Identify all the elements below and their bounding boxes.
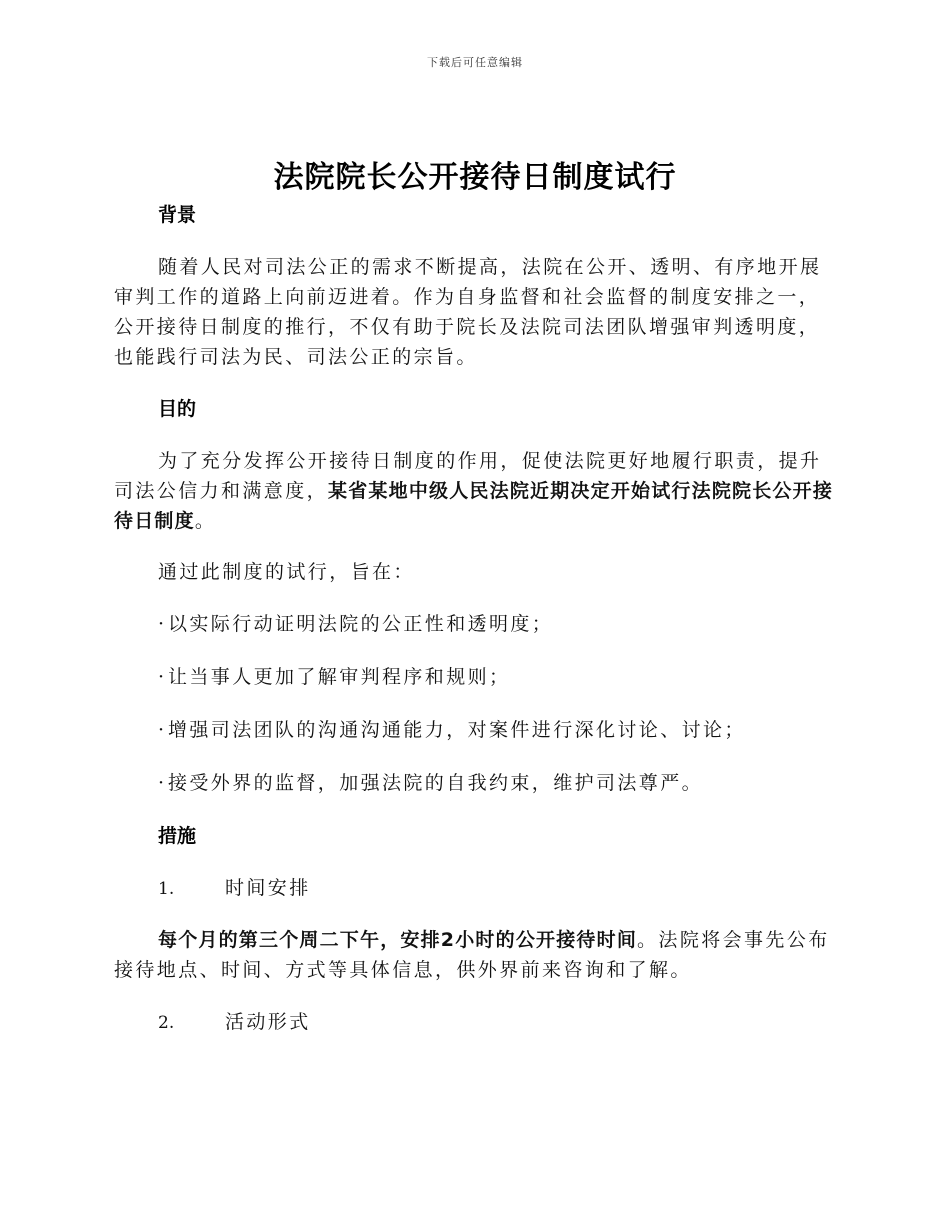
document-body — [114, 200, 834, 1037]
heading-background: 背景 — [158, 204, 197, 226]
bullet-dot-icon: · — [158, 772, 167, 794]
background-paragraph: 随着人民对司法公正的需求不断提高，法院在公开、透明、有序地开展审判工作的道路上向前迈进着。作为自身监督和社会监督的制度安排之一，公开接待日制度的推行，不仅有助于院长及法院司法团队增强审判透明度，也能践行司法为民、司法公正的宗旨。 — [114, 256, 822, 368]
heading-measures: 措施 — [158, 825, 197, 847]
numbered-item-format — [114, 1007, 834, 1037]
item-number: 2. — [158, 1013, 175, 1033]
numbered-item-time — [114, 873, 834, 903]
bullet-text: 增强司法团队的沟通沟通能力，对案件进行深化讨论、讨论； — [168, 719, 746, 741]
purpose-paragraph — [114, 446, 834, 536]
bullet-dot-icon: · — [158, 613, 167, 635]
purpose-text-bold: 某省某地中级人民法院近期决定开始试行法院院长公开接待日制度 — [114, 480, 834, 532]
bullet-item — [114, 768, 834, 798]
time-text-bold: 每个月的第三个周二下午，安排2小时的公开接待时间 — [158, 929, 638, 951]
purpose-text-end: 。 — [194, 510, 217, 532]
item-number: 1. — [158, 879, 175, 899]
header-note: 下载后可任意编辑 — [427, 56, 523, 69]
bullet-item — [114, 715, 834, 745]
item-label: 时间安排 — [225, 877, 311, 899]
bullet-item — [114, 609, 834, 639]
bullet-text: 让当事人更加了解审判程序和规则； — [168, 666, 511, 688]
purpose-text-start: 为了充分发挥公开接待日制度的作用，促使法院更好地履行职责，提升司法公信力和满意度， — [114, 450, 822, 502]
time-text-rest: 。法院将会事先公布接待地点、时间、方式等具体信息，供外界前来咨询和了解。 — [114, 929, 830, 981]
document-title: 法院院长公开接待日制度试行 — [273, 160, 677, 195]
bullet-item — [114, 662, 834, 692]
bullet-dot-icon: · — [158, 666, 167, 688]
time-paragraph — [114, 925, 834, 985]
bullet-text: 以实际行动证明法院的公正性和透明度； — [168, 613, 554, 635]
bullet-text: 接受外界的监督，加强法院的自我约束，维护司法尊严。 — [168, 772, 704, 794]
heading-purpose: 目的 — [158, 398, 197, 420]
bullet-dot-icon: · — [158, 719, 167, 741]
item-label: 活动形式 — [225, 1011, 311, 1033]
purpose-intro: 通过此制度的试行，旨在： — [158, 561, 415, 583]
